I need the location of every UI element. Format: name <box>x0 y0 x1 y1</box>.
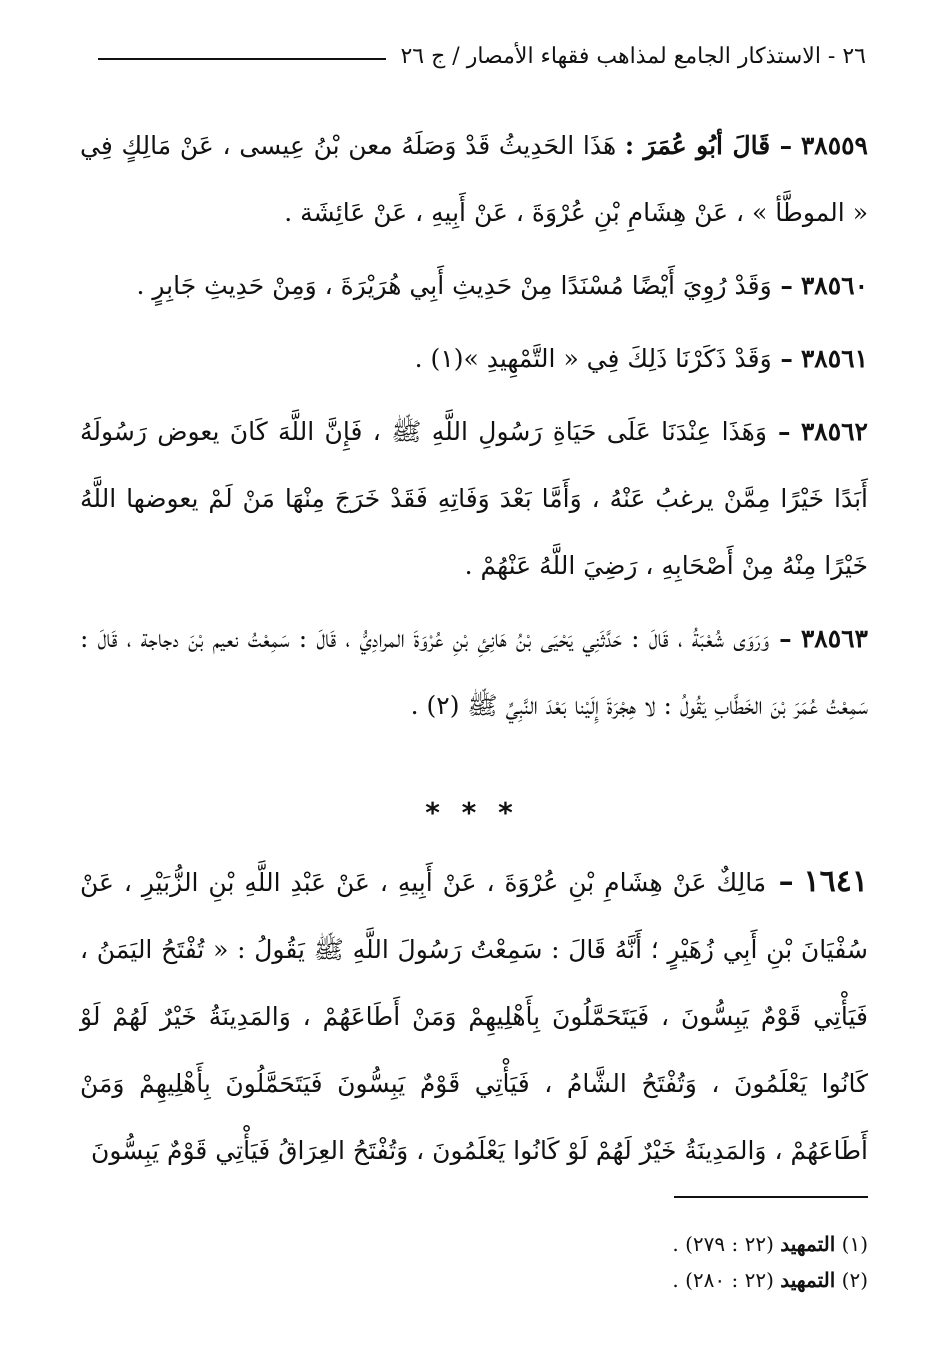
section-separator: * * * <box>425 796 519 829</box>
paragraph-38562: ٣٨٥٦٢ – وَهَذَا عِنْدَنَا عَلَى حَيَاةِ رَسُولِ اللَّهِ ﷺ ، فَإِنَّ اللَّهَ كَانَ يعوض رَسُولَهُ أَبَدًا خَيْرًا مِمَّنْ يرغبُ عَنْهُ ، وَأَمَّا بَعْدَ وَفَاتِهِ فَقَدْ خَرَجَ مِنْهَا مَنْ لَمْ يعوضها اللَّهُ خَيْرًا مِنْهُ مِنْ أَصْحَابِهِ ، رَضِيَ اللَّهُ عَنْهُمْ . <box>80 417 868 580</box>
paragraph-38560: ٣٨٥٦٠ – وَقَدْ رُوِيَ أَيْضًا مُسْنَدًا مِنْ حَدِيثِ أَبِي هُرَيْرَةَ ، وَمِنْ حَدِيثِ جَابِرٍ . <box>136 271 868 300</box>
paragraph-text: وَهَذَا عِنْدَنَا عَلَى حَيَاةِ رَسُولِ اللَّهِ ﷺ ، فَإِنَّ اللَّهَ كَانَ يعوض رَسُولَهُ أَبَدًا خَيْرًا مِمَّنْ يرغبُ عَنْهُ ، وَأَمَّا بَعْدَ وَفَاتِهِ فَقَدْ خَرَجَ مِنْهَا مَنْ لَمْ يعوضها اللَّهُ خَيْرًا مِنْهُ مِنْ أَصْحَابِهِ ، رَضِيَ اللَّهُ عَنْهُمْ . <box>80 417 868 580</box>
paragraph-text: هَذَا الحَدِيثُ قَدْ وَصَلَهُ معن بْنُ عِيسى ، عَنْ مَالِكٍ فِي « الموطَّأ » ، عَنْ هِشَامِ بْنِ عُرْوَةَ ، عَنْ أَبِيهِ ، عَنْ عَائِشَة . <box>80 131 868 227</box>
paragraph-number: ٣٨٥٥٩ <box>800 131 868 160</box>
paragraph-number: ٣٨٥٦٠ <box>800 271 868 300</box>
footnote-source: التمهيد <box>780 1232 836 1256</box>
footnote-rule <box>674 1196 868 1198</box>
footnote-marker: (١) <box>841 1232 868 1256</box>
hadith-number: ١٦٤١ <box>803 864 868 899</box>
paragraph-lead: قَالَ أبُو عُمَرَ : <box>624 131 771 160</box>
footnote-ref: (٢٢ : ٢٧٩) . <box>672 1232 774 1256</box>
running-head-text: ٢٦ - الاستذكار الجامع لمذاهب فقهاء الأمصار / ج ٢٦ <box>400 43 866 69</box>
footnote-1 <box>80 1226 868 1262</box>
paragraph-38559: ٣٨٥٥٩ – قَالَ أبُو عُمَرَ : هَذَا الحَدِيثُ قَدْ وَصَلَهُ معن بْنُ عِيسى ، عَنْ مَالِكٍ فِي « الموطَّأ » ، عَنْ هِشَامِ بْنِ عُرْوَةَ ، عَنْ أَبِيهِ ، عَنْ عَائِشَة . <box>80 131 868 227</box>
paragraph-number: ٣٨٥٦٣ <box>800 624 868 653</box>
hadith-1641: ١٦٤١ – مَالِكٌ عَنْ هِشَامِ بْنِ عُرْوَةَ ، عَنْ أَبِيهِ ، عَنْ عَبْدِ اللَّهِ بْنِ الزُّبَيْرِ ، عَنْ سُفْيَانَ بْنِ أَبِي زُهَيْرٍ ؛ أَنَّهُ قَالَ : سَمِعْتُ رَسُولَ اللَّهِ ﷺ يَقُولُ : « تُفْتَحُ اليَمَنُ ، فَيَأْتِي قَوْمٌ يَبِسُّونَ ، فَيَتَحَمَّلُونَ بِأَهْلِيهِمْ وَمَنْ أَطَاعَهُمْ ، وَالمَدِينَةُ خَيْرٌ لَهُمْ لَوْ كَانُوا يَعْلَمُونَ ، وَتُفْتَحُ الشَّامُ ، فَيَأْتِي قَوْمٌ يَبِسُّونَ فَيَتَحَمَّلُونَ بِأَهْلِيهِمْ وَمَنْ أَطَاعَهُمْ ، وَالمَدِينَةُ خَيْرٌ لَهُمْ لَوْ كَانُوا يَعْلَمُونَ ، وَتُفْتَحُ العِرَاقُ فَيَأْتِي قَوْمٌ يَبِسُّونَ <box>80 864 868 1165</box>
running-header <box>98 36 866 76</box>
paragraph-38561: ٣٨٥٦١ – وَقَدْ ذَكَرْنَا ذَلِكَ فِي « التَّمْهِيدِ »(١) . <box>414 344 868 373</box>
paragraph-text: وَقَدْ ذَكَرْنَا ذَلِكَ فِي « التَّمْهِيدِ »(١) . <box>414 344 772 373</box>
footnote-marker: (٢) <box>841 1268 868 1292</box>
paragraph-38563: ٣٨٥٦٣ – وَرَوَى شُعْبَةُ ، قَالَ : حَدَّثَنِي يَحْيَى بْنُ هَانِئِ بْنِ عُرْوَةَ المرادِيُّ ، قَالَ : سَمِعْتُ نعيم بْنَ دجاجة ، قَالَ : سَمِعْتُ عُمَرَ بْنَ الخَطَّابِ يَقُولُ : لا هِجْرَةَ إِلَيْنا بَعْدَ النَّبِيِّ ﷺ (٢) . <box>80 624 868 720</box>
paragraph-text: وَرَوَى شُعْبَةُ ، قَالَ : حَدَّثَنِي يَحْيَى بْنُ هَانِئِ بْنِ عُرْوَةَ المرادِيُّ ، قَالَ : سَمِعْتُ نعيم بْنَ دجاجة ، قَالَ : سَمِعْتُ عُمَرَ بْنَ الخَطَّابِ يَقُولُ : لا هِجْرَةَ إِلَيْنا بَعْدَ النَّبِيِّ ﷺ (٢) . <box>80 624 868 720</box>
footnote-2 <box>80 1262 868 1298</box>
header-rule <box>98 58 386 60</box>
paragraph-text: وَقَدْ رُوِيَ أَيْضًا مُسْنَدًا مِنْ حَدِيثِ أَبِي هُرَيْرَةَ ، وَمِنْ حَدِيثِ جَابِرٍ . <box>136 271 772 300</box>
paragraph-number: ٣٨٥٦١ <box>800 344 868 373</box>
footnote-ref: (٢٢ : ٢٨٠) . <box>672 1268 774 1292</box>
paragraph-number: ٣٨٥٦٢ <box>800 417 868 446</box>
hadith-section <box>80 848 868 1184</box>
main-text <box>80 112 868 739</box>
footnote-source: التمهيد <box>780 1268 836 1292</box>
footnotes <box>80 1226 868 1298</box>
hadith-text: مَالِكٌ عَنْ هِشَامِ بْنِ عُرْوَةَ ، عَنْ أَبِيهِ ، عَنْ عَبْدِ اللَّهِ بْنِ الزُّبَيْرِ ، عَنْ سُفْيَانَ بْنِ أَبِي زُهَيْرٍ ؛ أَنَّهُ قَالَ : سَمِعْتُ رَسُولَ اللَّهِ ﷺ يَقُولُ : « تُفْتَحُ اليَمَنُ ، فَيَأْتِي قَوْمٌ يَبِسُّونَ ، فَيَتَحَمَّلُونَ بِأَهْلِيهِمْ وَمَنْ أَطَاعَهُمْ ، وَالمَدِينَةُ خَيْرٌ لَهُمْ لَوْ كَانُوا يَعْلَمُونَ ، وَتُفْتَحُ الشَّامُ ، فَيَأْتِي قَوْمٌ يَبِسُّونَ فَيَتَحَمَّلُونَ بِأَهْلِيهِمْ وَمَنْ أَطَاعَهُمْ ، وَالمَدِينَةُ خَيْرٌ لَهُمْ لَوْ كَانُوا يَعْلَمُونَ ، وَتُفْتَحُ العِرَاقُ فَيَأْتِي قَوْمٌ يَبِسُّونَ <box>80 868 868 1165</box>
